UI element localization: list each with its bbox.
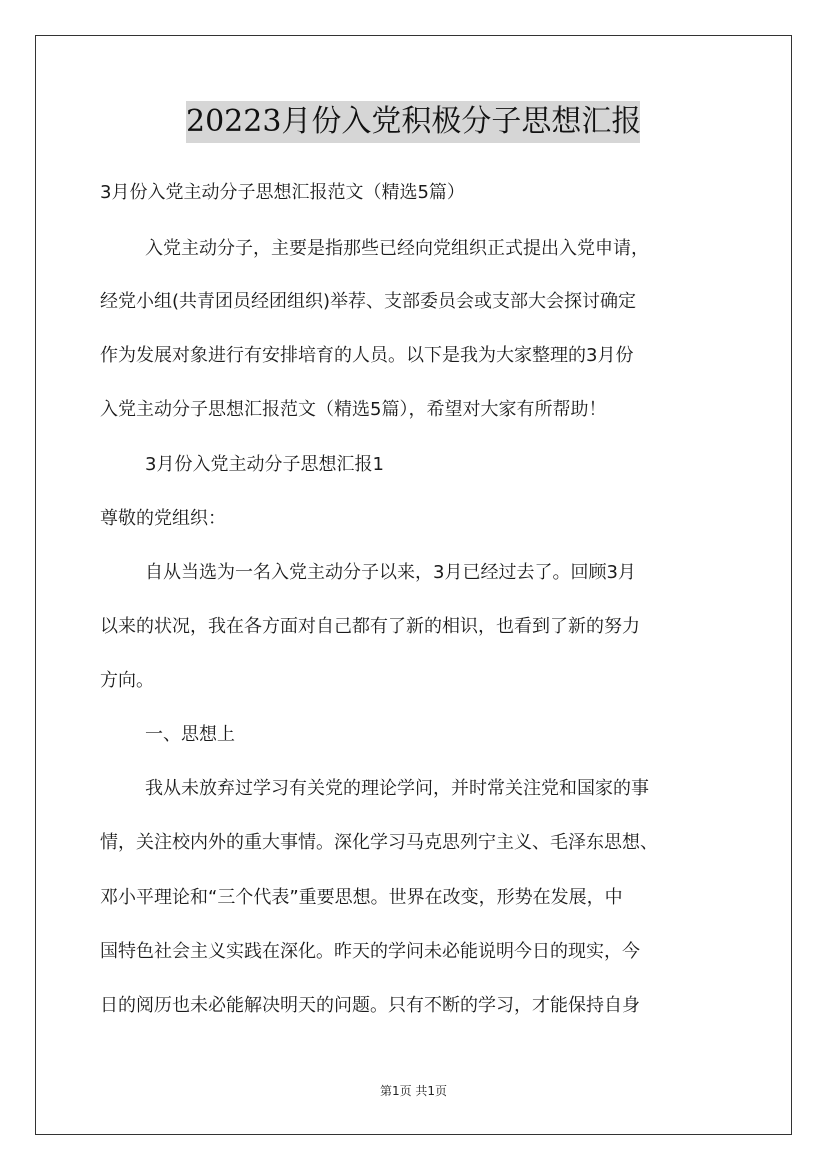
paragraph-line: 情，关注校内外的重大事情。深化学习马克思列宁主义、毛泽东思想、: [100, 832, 658, 853]
paragraph-line: 国特色社会主义实践在深化。昨天的学问未必能说明今日的现实，今: [100, 941, 640, 962]
paragraph-line: 自从当选为一名入党主动分子以来，3月已经过去了。回顾3月: [145, 562, 636, 583]
salutation: 尊敬的党组织：: [100, 508, 226, 529]
paragraph-line: 作为发展对象进行有安排培育的人员。以下是我为大家整理的3月份: [100, 345, 634, 366]
paragraph-line: 以来的状况，我在各方面对自己都有了新的相识，也看到了新的努力: [100, 616, 640, 637]
section-heading: 一、思想上: [145, 724, 235, 745]
paragraph-line: 方向。: [100, 670, 154, 691]
subtitle-line: 3月份入党主动分子思想汇报范文（精选5篇）: [100, 182, 465, 203]
paragraph-line: 我从未放弃过学习有关党的理论学问，并时常关注党和国家的事: [145, 778, 649, 799]
paragraph-line: 邓小平理论和“三个代表”重要思想。世界在改变，形势在发展，中: [100, 887, 623, 908]
document-title: 20223月份入党积极分子思想汇报: [186, 101, 640, 143]
section-heading: 3月份入党主动分子思想汇报1: [145, 454, 384, 475]
paragraph-line: 入党主动分子思想汇报范文（精选5篇），希望对大家有所帮助！: [100, 399, 607, 420]
paragraph-line: 日的阅历也未必能解决明天的问题。只有不断的学习，才能保持自身: [100, 995, 640, 1016]
paragraph-line: 入党主动分子，主要是指那些已经向党组织正式提出入党申请，: [145, 238, 649, 259]
page-footer: 第1页 共1页: [379, 1084, 448, 1098]
paragraph-line: 经党小组(共青团员经团组织)举荐、支部委员会或支部大会探讨确定: [100, 291, 637, 312]
